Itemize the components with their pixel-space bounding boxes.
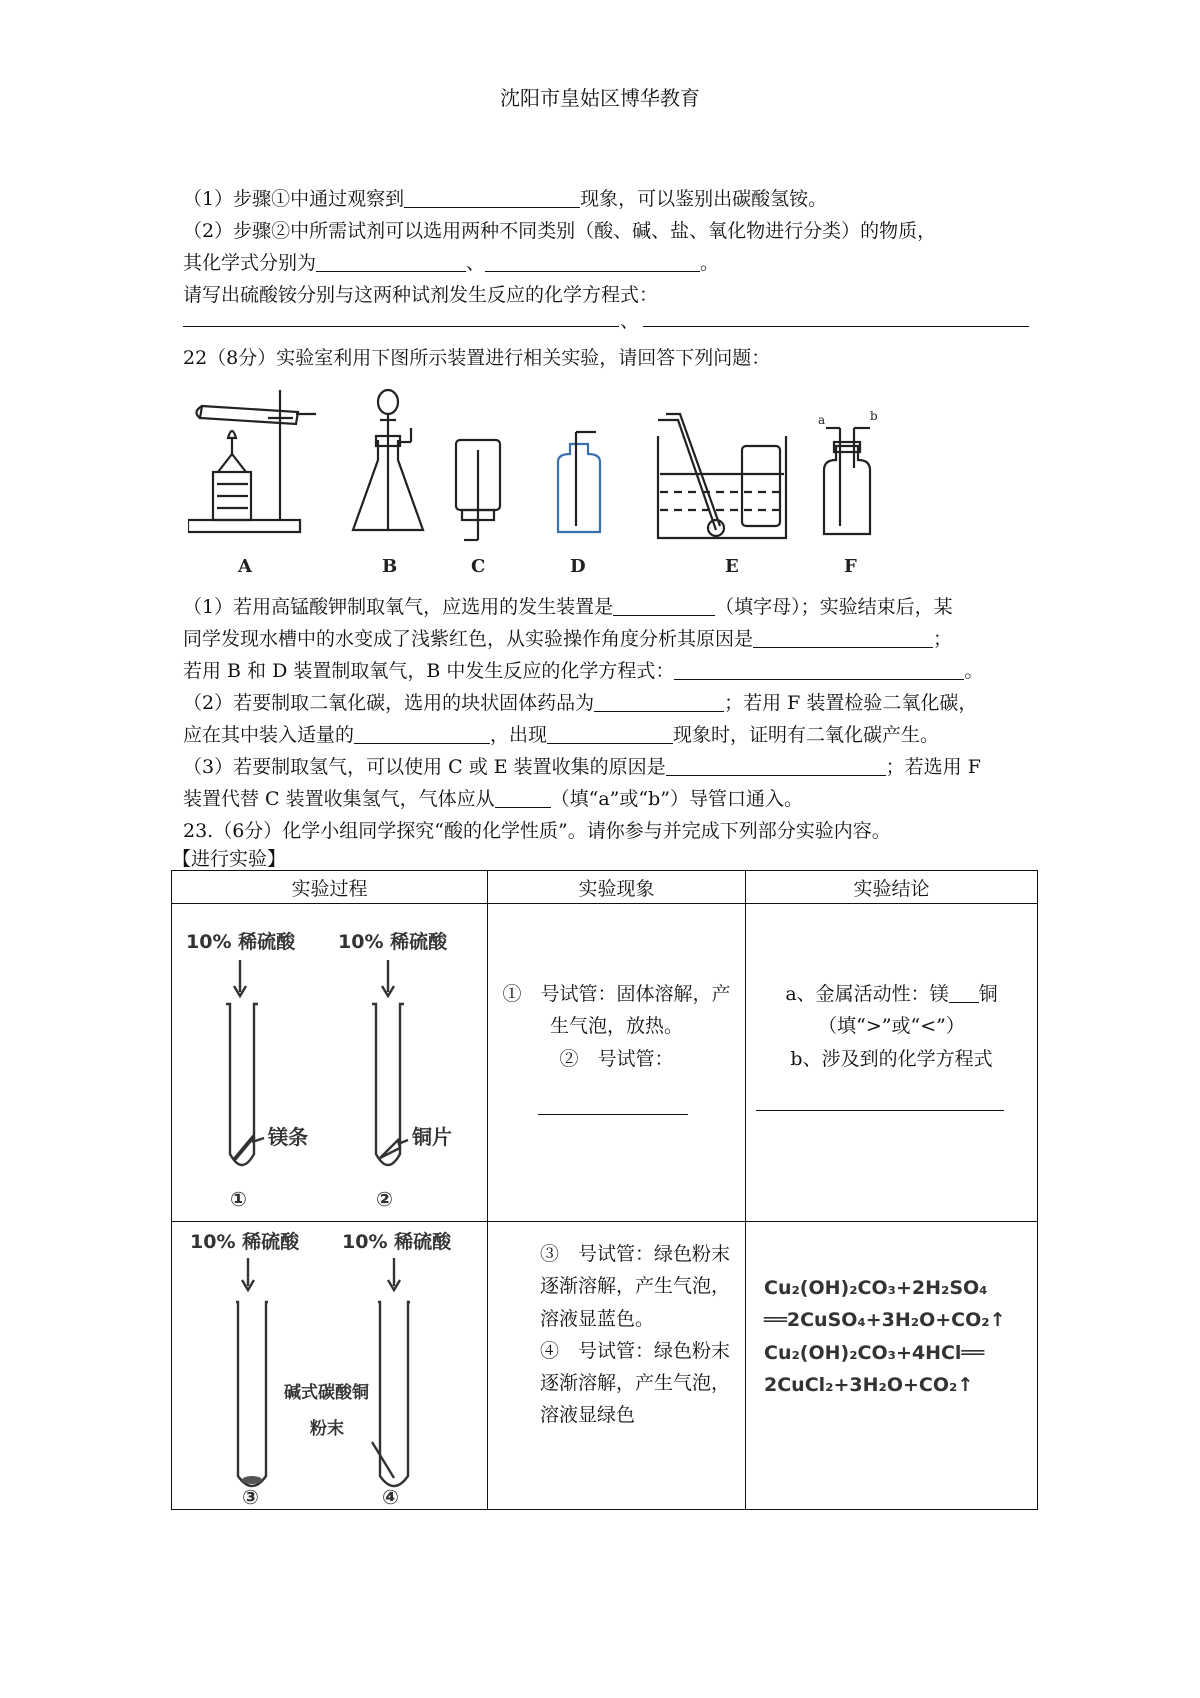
acid-label: 10% 稀硫酸 (186, 931, 296, 953)
q22-p3-line-2 (183, 786, 803, 813)
q21-line-4: 请写出硫酸铵分别与这两种试剂发生反应的化学方程式： (183, 284, 659, 306)
q22-p1-line-2 (183, 626, 952, 653)
q22-p3-l2-b: （填“a”或“b”）导管口通入。 (550, 788, 803, 810)
q21-l1-text-b: 现象，可以鉴别出碳酸氢铵。 (580, 188, 828, 210)
q22-p3-line-1 (183, 754, 981, 781)
q21-l3-sep: 、 (466, 252, 486, 274)
q21-l1-text-a: （1）步骤①中通过观察到 (183, 188, 405, 210)
answer-blank[interactable] (538, 1096, 688, 1115)
magnesium-label: 镁条 (268, 1125, 308, 1149)
answer-blank[interactable] (495, 789, 551, 808)
answer-blank[interactable] (354, 725, 490, 744)
powder-label: 碱式碳酸铜 (284, 1383, 369, 1403)
col-header-phenomenon: 实验现象 (488, 871, 746, 904)
copper-label: 铜片 (412, 1125, 452, 1149)
answer-blank[interactable] (666, 757, 886, 776)
equation-line: Cu₂(OH)₂CO₃+2H₂SO₄ (764, 1277, 988, 1299)
phenomenon-cell-1 (488, 904, 746, 1222)
answer-line[interactable] (643, 326, 1029, 327)
q22-p1-line-1 (183, 594, 953, 621)
tube-number: ④ (382, 1485, 399, 1508)
q22-p3-l1-a: （3）若要制取氢气，可以使用 C 或 E 装置收集的原因是 (183, 756, 666, 778)
tube-number: ① (230, 1187, 247, 1211)
q22-p1-l3-b: 。 (964, 660, 984, 682)
q22-p2-l2-b: ，出现 (490, 724, 548, 746)
port-b-label: b (870, 409, 878, 423)
answer-blank[interactable] (949, 984, 979, 1003)
tube-number: ③ (242, 1485, 259, 1508)
col-header-conclusion: 实验结论 (746, 871, 1038, 904)
q21-l3-end: 。 (700, 252, 720, 274)
q22-p2-l1-a: （2）若要制取二氧化碳，选用的块状固体药品为 (183, 692, 595, 714)
label-c: C (471, 556, 486, 577)
answer-blank[interactable] (316, 253, 466, 272)
q22-p2-line-2 (183, 722, 939, 749)
q21-line-3 (183, 250, 719, 277)
q23-section: 【进行实验】 (172, 848, 287, 870)
q22-p2-line-1 (183, 690, 977, 717)
label-d: D (570, 556, 586, 577)
apparatus-c (456, 440, 500, 540)
q22-p1-l2-a: 同学发现水槽中的水变成了浅紫红色，从实验操作角度分析其原因是 (183, 628, 754, 650)
col-header-process: 实验过程 (172, 871, 488, 904)
apparatus-a (188, 390, 316, 532)
phenomenon-cell-2 (488, 1222, 746, 1510)
equation-line: ══2CuSO₄+3H₂O+CO₂↑ (764, 1309, 1006, 1332)
q22-p1-l2-b: ； (933, 628, 953, 650)
q21-l3-text-a: 其化学式分别为 (183, 252, 317, 274)
label-e: E (725, 556, 739, 577)
answer-blank[interactable] (404, 189, 580, 208)
apparatus-f (818, 409, 878, 534)
acid-label: 10% 稀硫酸 (342, 1231, 452, 1253)
answer-blank[interactable] (674, 661, 964, 680)
answer-blank[interactable] (613, 597, 715, 616)
port-a-label: a (818, 413, 826, 427)
equation-line: 2CuCl₂+3H₂O+CO₂↑ (764, 1373, 974, 1396)
tube-number: ② (376, 1187, 393, 1211)
q22-p2-l2-c: 现象时，证明有二氧化碳产生。 (673, 724, 940, 746)
answer-line[interactable] (183, 326, 619, 327)
q22-p1-l3-a: 若用 B 和 D 装置制取氧气，B 中发生反应的化学方程式： (183, 660, 675, 682)
acid-label: 10% 稀硫酸 (338, 931, 448, 953)
answer-blank[interactable] (547, 725, 673, 744)
q22-p1-l1-a: （1）若用高锰酸钾制取氧气，应选用的发生装置是 (183, 596, 614, 618)
conclusion-a: a、金属活动性：镁 (785, 983, 949, 1005)
label-a: A (238, 556, 252, 577)
q22-title: 22（8分）实验室利用下图所示装置进行相关实验，请回答下列问题： (183, 347, 771, 369)
answer-blank[interactable] (485, 253, 700, 272)
q22-p1-l1-b: （填字母）；实验结束后，某 (715, 596, 953, 618)
conclusion-cell-2 (746, 1222, 1038, 1510)
conclusion-cell-1 (746, 904, 1038, 1222)
process-cell-1 (172, 904, 488, 1222)
powder-label-2: 粉末 (310, 1419, 344, 1439)
observation-2: ② 号试管： (559, 1047, 674, 1070)
experiment-table (171, 870, 1038, 1510)
table-header-row (172, 871, 1038, 904)
table-row (172, 904, 1038, 1222)
q23-title: 23.（6分）化学小组同学探究“酸的化学性质”。请你参与并完成下列部分实验内容。 (183, 820, 891, 842)
q21-line-1 (183, 186, 827, 213)
apparatus-figure (188, 380, 1048, 580)
q22-p3-l1-b: ；若选用 F (885, 756, 981, 778)
observation-3: ③ 号试管：绿色粉末逐渐溶解，产生气泡，溶液显蓝色。 (540, 1243, 731, 1330)
q22-p1-line-3 (183, 658, 983, 685)
q22-p2-l2-a: 应在其中装入适量的 (183, 724, 355, 746)
conclusion-a-hint: 铜（填“>”或“<”） (818, 983, 998, 1038)
label-b: B (382, 556, 398, 577)
apparatus-e (658, 414, 786, 538)
q21-line-2: （2）步骤②中所需试剂可以选用两种不同类别（酸、碱、盐、氧化物进行分类）的物质， (183, 220, 937, 242)
table-row (172, 1222, 1038, 1510)
answer-blank[interactable] (594, 693, 724, 712)
answer-blank[interactable] (753, 629, 933, 648)
observation-4: ④ 号试管：绿色粉末逐渐溶解，产生气泡，溶液显绿色 (540, 1339, 731, 1427)
q21-l5-sep: 、 (620, 310, 640, 332)
apparatus-d (558, 432, 600, 532)
q22-p3-l2-a: 装置代替 C 装置收集氢气，气体应从 (183, 788, 495, 810)
apparatus-b (353, 390, 423, 530)
process-cell-2 (172, 1222, 488, 1510)
equation-line: Cu₂(OH)₂CO₃+4HCl══ (764, 1341, 985, 1364)
observation-1: ① 号试管：固体溶解，产生气泡，放热。 (502, 983, 731, 1038)
conclusion-b: b、涉及到的化学方程式 (790, 1047, 993, 1070)
acid-label: 10% 稀硫酸 (190, 1231, 300, 1253)
answer-blank[interactable] (756, 1092, 1004, 1111)
label-f: F (844, 556, 857, 577)
page-header: 沈阳市皇姑区博华教育 (500, 86, 700, 110)
q22-p2-l1-b: ；若用 F 装置检验二氧化碳， (724, 692, 978, 714)
